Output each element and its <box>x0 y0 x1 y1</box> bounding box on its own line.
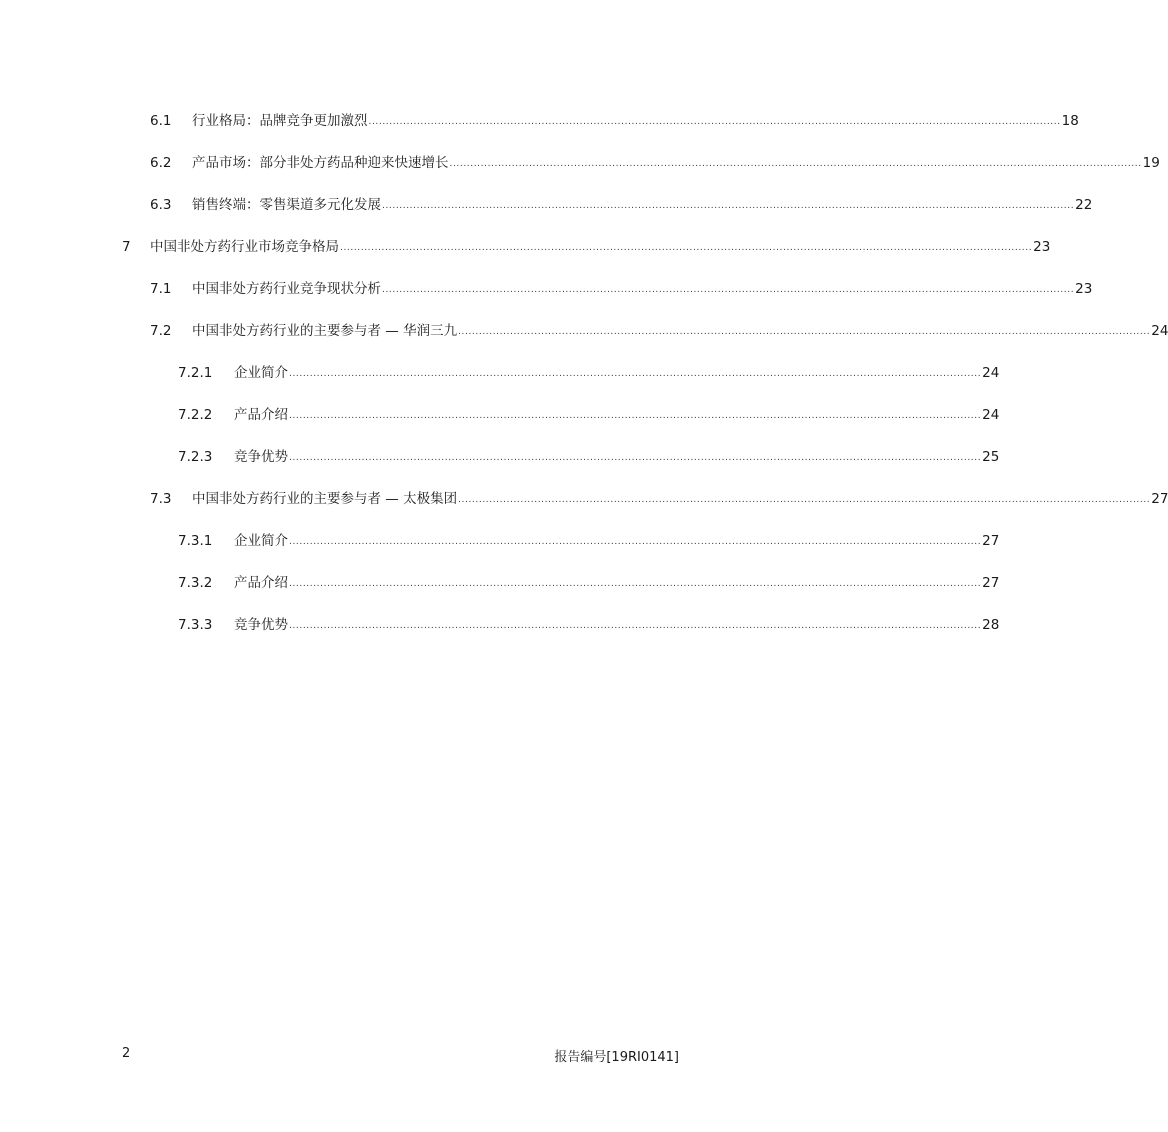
toc-entry-title: 中国非处方药行业的主要参与者 — 华润三九 <box>192 323 458 339</box>
toc-entry-page: 28 <box>982 617 1000 633</box>
toc-entry-number: 7 <box>122 239 131 255</box>
toc-entry-page: 24 <box>982 407 1000 423</box>
toc-entry-page: 22 <box>1075 197 1093 213</box>
footer-page-number: 2 <box>122 1046 131 1061</box>
toc-entry-page: 24 <box>982 365 1000 381</box>
toc-entry-title: 企业简介 <box>234 533 288 549</box>
toc-entry-number: 6.3 <box>150 197 172 213</box>
toc-entry[interactable] <box>178 612 1000 634</box>
toc-entry-page: 23 <box>1075 281 1093 297</box>
toc-entry-number: 7.2.2 <box>178 407 213 423</box>
toc-entry-number: 6.2 <box>150 155 172 171</box>
toc-entry[interactable] <box>150 486 1168 508</box>
toc-entry[interactable] <box>178 444 1000 466</box>
toc-entry-number: 7.3.1 <box>178 533 213 549</box>
toc-entry-title: 中国非处方药行业竞争现状分析 <box>192 281 381 297</box>
toc-leader-dots: ........................................................................................................................................................................................................ <box>382 285 1075 295</box>
toc-entry-title: 产品介绍 <box>234 575 288 591</box>
toc-leader-dots: ........................................................................................................................................................................................................ <box>289 621 982 631</box>
toc-leader-dots: ........................................................................................................................................................................................................ <box>289 369 982 379</box>
toc-entry-title: 竞争优势 <box>234 449 288 465</box>
toc-entry-number: 7.2 <box>150 323 172 339</box>
toc-entry-page: 23 <box>1033 239 1051 255</box>
toc-leader-dots: ........................................................................................................................................................................................................ <box>368 117 1061 127</box>
toc-entry-number: 7.2.3 <box>178 449 213 465</box>
toc-entry[interactable] <box>150 150 1160 172</box>
toc-entry-number: 7.3 <box>150 491 172 507</box>
toc-entry-page: 18 <box>1061 113 1079 129</box>
toc-entry-title: 产品市场：部分非处方药品种迎来快速增长 <box>192 155 449 171</box>
toc-entry[interactable] <box>150 192 1093 214</box>
toc-entry-page: 27 <box>982 533 1000 549</box>
toc-entry-page: 27 <box>1151 491 1168 507</box>
toc-entry-number: 6.1 <box>150 113 172 129</box>
toc-entry-title: 产品介绍 <box>234 407 288 423</box>
toc-leader-dots: ........................................................................................................................................................................................................ <box>458 495 1151 505</box>
toc-entry-number: 7.3.3 <box>178 617 213 633</box>
toc-entry-number: 7.3.2 <box>178 575 213 591</box>
toc-entry-title: 销售终端：零售渠道多元化发展 <box>192 197 381 213</box>
toc-entry[interactable] <box>178 402 1000 424</box>
toc-entry-page: 25 <box>982 449 1000 465</box>
toc-entry-number: 7.1 <box>150 281 172 297</box>
toc-entry-title: 企业简介 <box>234 365 288 381</box>
toc-entry[interactable] <box>150 108 1079 130</box>
toc-entry[interactable] <box>150 276 1093 298</box>
toc-entry-title: 行业格局：品牌竞争更加激烈 <box>192 113 368 129</box>
toc-entry[interactable] <box>122 234 1051 256</box>
toc-entry-page: 19 <box>1142 155 1160 171</box>
toc-entry[interactable] <box>178 360 1000 382</box>
toc-entry-title: 中国非处方药行业的主要参与者 — 太极集团 <box>192 491 458 507</box>
toc-leader-dots: ........................................................................................................................................................................................................ <box>382 201 1075 211</box>
toc-leader-dots: ........................................................................................................................................................................................................ <box>289 537 982 547</box>
toc-leader-dots: ........................................................................................................................................................................................................ <box>289 579 982 589</box>
toc-leader-dots: ........................................................................................................................................................................................................ <box>449 159 1142 169</box>
toc-entry[interactable] <box>178 528 1000 550</box>
toc-entry-page: 27 <box>982 575 1000 591</box>
toc-leader-dots: ........................................................................................................................................................................................................ <box>458 327 1151 337</box>
toc-leader-dots: ........................................................................................................................................................................................................ <box>289 411 982 421</box>
toc-leader-dots: ........................................................................................................................................................................................................ <box>340 243 1033 253</box>
toc-leader-dots: ........................................................................................................................................................................................................ <box>289 453 982 463</box>
toc-entry-title: 竞争优势 <box>234 617 288 633</box>
toc-entry-page: 24 <box>1151 323 1168 339</box>
footer-report-id: 报告编号[19RI0141] <box>554 1050 679 1065</box>
toc-entry[interactable] <box>150 318 1168 340</box>
toc-entry-number: 7.2.1 <box>178 365 213 381</box>
toc-entry-title: 中国非处方药行业市场竞争格局 <box>150 239 339 255</box>
toc-entry[interactable] <box>178 570 1000 592</box>
